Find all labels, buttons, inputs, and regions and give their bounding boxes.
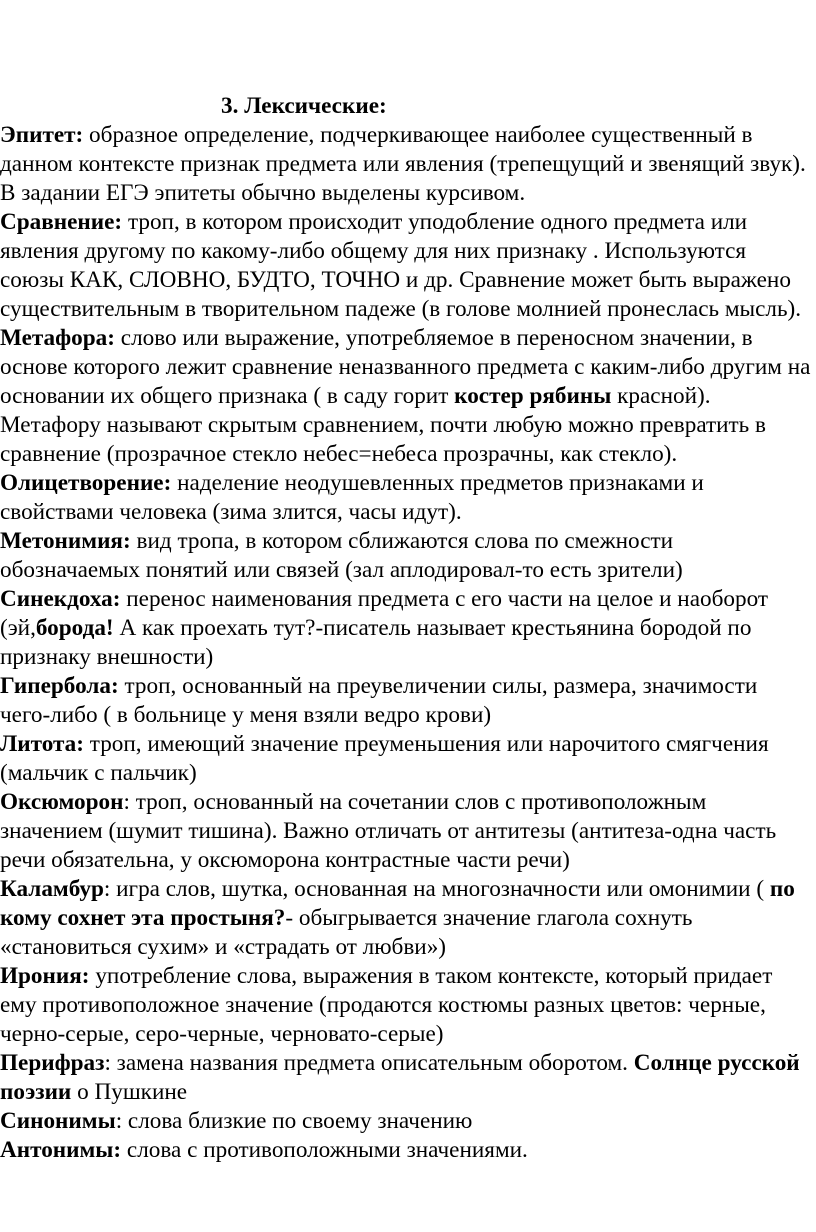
definition-metaphor-part-2: красной). Метафору называют скрытым сравнением, почти любую можно превратить в сравнение (прозрачное стекло небес=небеса прозрачны, как стекло). (0, 383, 767, 467)
section-heading: 3. Лексические: (221, 93, 387, 119)
definition-synonyms: : слова близкие по своему значению (115, 1108, 473, 1134)
terms-list (0, 121, 812, 1165)
definition-irony: употребление слова, выражения в таком контексте, который придает ему противоположное значение (продаются костюмы разных цветов: черные, черно-серые, серо-черные, черновато-серые) (0, 963, 773, 1047)
metaphor-example-bold: костер рябины (454, 383, 612, 409)
definition-personification: наделение неодушевленных предметов признаками и свойствами человека (зима злится, часы идут). (0, 470, 704, 525)
entry-metonymy (0, 527, 812, 585)
entry-hyperbole (0, 672, 812, 730)
entry-synonyms (0, 1107, 812, 1136)
term-litotes: Литота: (0, 731, 84, 757)
term-synecdoche: Синекдоха: (0, 586, 121, 612)
periphrasis-example-bold: Солнце русской поэзии (0, 1050, 800, 1105)
pun-example-bold: по кому сохнет эта простыня? (0, 876, 795, 931)
synecdoche-example-bold: борода! (35, 615, 114, 641)
term-antonyms: Антонимы: (0, 1137, 122, 1163)
term-synonyms: Синонимы (0, 1108, 116, 1134)
definition-antonyms: слова с противоположными значениями. (121, 1137, 528, 1163)
term-irony: Ирония: (0, 963, 90, 989)
term-pun: Каламбур (0, 876, 104, 902)
definition-synecdoche-part-1: перенос наименования предмета с его части на целое и наоборот (эй, (0, 586, 768, 641)
definition-epithet: образное определение, подчеркивающее наиболее существенный в данном контексте признак предмета или явления (трепещущий и звенящий звук). В задании ЕГЭ эпитеты обычно выделены курсивом. (0, 122, 806, 206)
term-personification: Олицетворение: (0, 470, 172, 496)
entry-personification (0, 469, 812, 527)
term-periphrasis: Перифраз (0, 1050, 105, 1076)
entry-comparison (0, 208, 812, 324)
term-metaphor: Метафора: (0, 325, 115, 351)
entry-pun (0, 875, 812, 962)
definition-litotes: троп, имеющий значение преуменьшения или нарочитого смягчения (мальчик с пальчик) (0, 731, 769, 786)
term-hyperbole: Гипербола: (0, 673, 119, 699)
entry-irony (0, 962, 812, 1049)
entry-periphrasis (0, 1049, 812, 1107)
definition-metonymy: вид тропа, в котором сближаются слова по смежности обозначаемых понятий или связей (зал аплодировал-то есть зрители) (0, 528, 683, 583)
entry-epithet (0, 121, 812, 208)
definition-periphrasis-part-1: : замена названия предмета описательным оборотом. (104, 1050, 634, 1076)
term-metonymy: Метонимия: (0, 528, 131, 554)
term-comparison: Сравнение: (0, 209, 123, 235)
term-oxymoron: Оксюморон (0, 789, 124, 815)
definition-synecdoche-part-2: А как проехать тут?-писатель называет крестьянина бородой по признаку внешности) (0, 615, 752, 670)
entry-litotes (0, 730, 812, 788)
definition-comparison: троп, в котором происходит уподобление одного предмета или явления другому по какому-либо общему для них признаку . Используются союзы КАК, СЛОВНО, БУДТО, ТОЧНО и др. Сравнение может быть выражено существительным в творительном падеже (в голове молнией пронеслась мысль). (0, 209, 802, 322)
definition-periphrasis-part-2: о Пушкине (71, 1079, 188, 1105)
definition-pun-part-1: : игра слов, шутка, основанная на многозначности или омонимии ( (103, 876, 770, 902)
definition-pun-part-2: - обыгрывается значение глагола сохнуть «становиться сухим» и «страдать от любви») (0, 905, 693, 960)
entry-metaphor (0, 324, 812, 469)
definition-hyperbole: троп, основанный на преувеличении силы, размера, значимости чего-либо ( в больнице у меня взяли ведро крови) (0, 673, 758, 728)
term-epithet: Эпитет: (0, 122, 84, 148)
entry-antonyms (0, 1136, 812, 1165)
definition-metaphor-part-1: слово или выражение, употребляемое в переносном значении, в основе которого лежит сравнение неназванного предмета с каким-либо другим на основании их общего признака ( в саду горит (0, 325, 811, 409)
entry-synecdoche (0, 585, 812, 672)
definition-oxymoron: : троп, основанный на сочетании слов с противоположным значением (шумит тишина). Важно отличать от антитезы (антитеза-одна часть речи обязательна, у оксюморона контрастные части речи) (0, 789, 777, 873)
entry-oxymoron (0, 788, 812, 875)
